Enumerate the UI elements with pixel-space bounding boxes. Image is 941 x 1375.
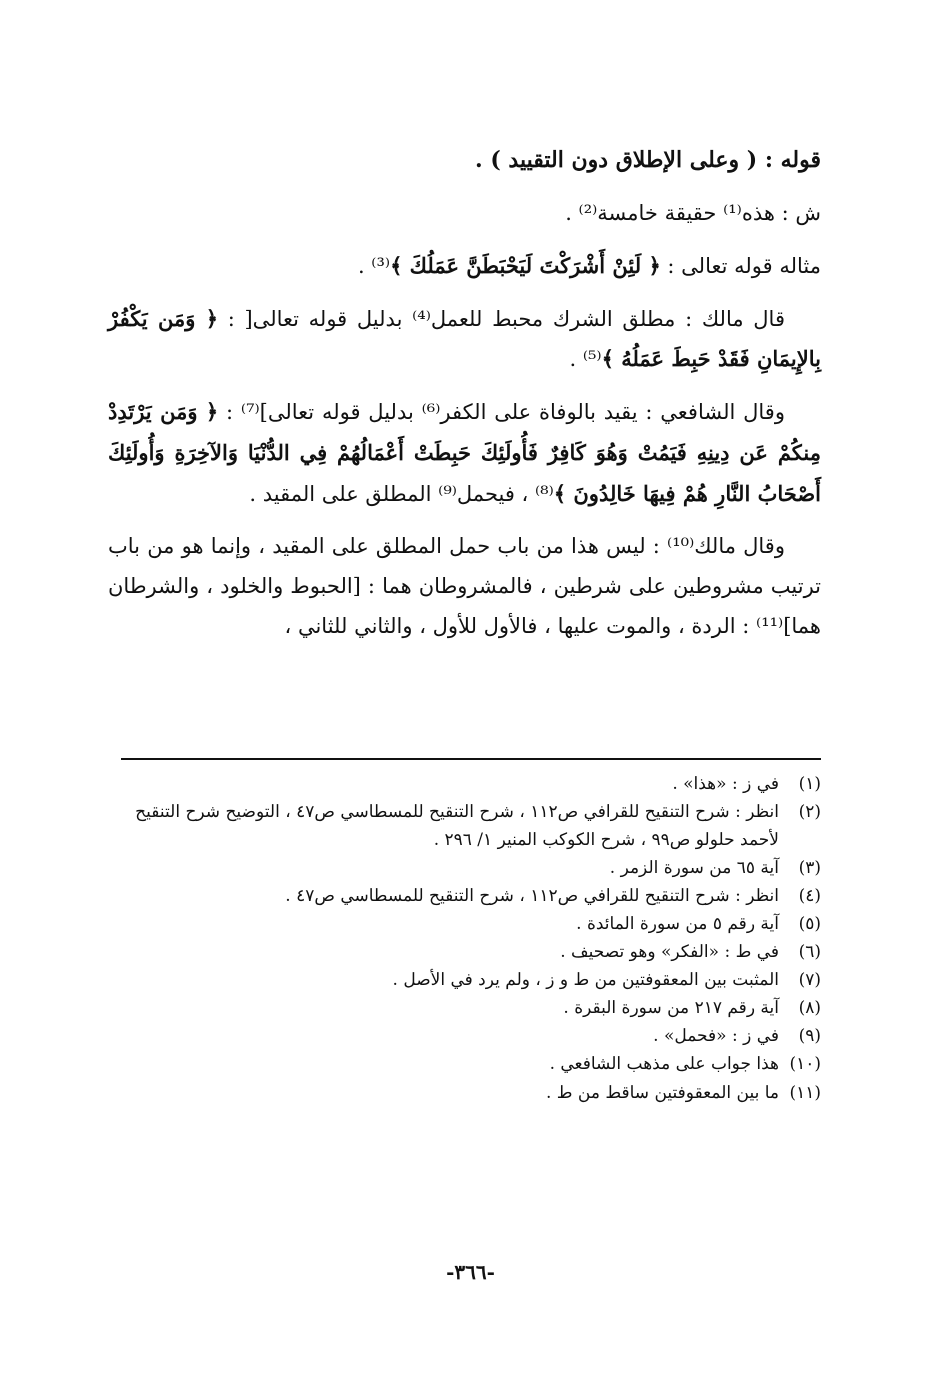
quran-verse-1: ﴿ لَئِنْ أَشْرَكْتَ لَيَحْبَطَنَّ عَمَلُكَ ﴾ bbox=[390, 252, 661, 278]
paragraph-3-text: قال مالك : مطلق الشرك محبط للعمل⁽⁴⁾ بدليل قوله تعالى[ : bbox=[218, 306, 785, 331]
footnote-number: (٥) bbox=[798, 914, 821, 935]
footnote-number: (١١) bbox=[789, 1082, 821, 1103]
paragraph-3 bbox=[108, 299, 821, 381]
footnote-item bbox=[108, 1079, 821, 1107]
paragraph-2-text: مثاله قوله تعالى : bbox=[660, 253, 821, 278]
footnote-text: هذا جواب على مذهب الشافعي . bbox=[549, 1054, 779, 1075]
footnote-item bbox=[108, 882, 821, 910]
quoted-heading: قوله : ( وعلى الإطلاق دون التقييد ) . bbox=[475, 147, 821, 173]
page-number: -٣٦٦- bbox=[446, 1260, 495, 1284]
footnotes-list bbox=[108, 770, 821, 1107]
paragraph-4 bbox=[108, 392, 821, 515]
footnote-item bbox=[108, 994, 821, 1022]
footnote-text: آية رقم ٢١٧ من سورة البقرة . bbox=[563, 998, 779, 1019]
footnote-item bbox=[108, 938, 821, 966]
footnote-number: (١٠) bbox=[789, 1054, 821, 1075]
paragraph-5: وقال مالك⁽¹⁰⁾ : ليس هذا من باب حمل المطلق على المقيد ، وإنما هو من باب ترتيب مشروطين على شرطين ، فالمشروطان هما : [الحبوط والخلود ، والشرطان هما]⁽¹¹⁾ : الردة ، والموت عليها ، فالأول للأول ، والثاني للثاني ، bbox=[108, 534, 821, 638]
footnote-number: (٧) bbox=[798, 970, 821, 991]
footnote-text: في ط : «الفكر» وهو تصحيف . bbox=[560, 942, 779, 963]
footnote-text: في ز : «فحمل» . bbox=[653, 1026, 779, 1047]
footnote-item bbox=[108, 770, 821, 798]
footnote-item bbox=[108, 910, 821, 938]
footnote-number: (١) bbox=[798, 774, 821, 794]
footnote-number: (٢) bbox=[798, 802, 821, 823]
footnote-number: (٣) bbox=[798, 858, 821, 879]
paragraph-4-text: وقال الشافعي : يقيد بالوفاة على الكفر⁽⁶⁾ بدليل قوله تعالى]⁽⁷⁾ : bbox=[218, 400, 785, 425]
footnote-number: (٩) bbox=[798, 1026, 821, 1047]
footnote-text: آية ٦٥ من سورة الزمر . bbox=[609, 858, 779, 879]
paragraph-2-end: ⁽³⁾ . bbox=[357, 253, 391, 278]
main-text-block bbox=[108, 140, 821, 659]
footnote-item bbox=[108, 798, 821, 854]
quran-verse-3: ﴿ وَمَن يَرْتَدِدْ مِنكُمْ عَن دِينِهِ فَيَمُتْ وَهُوَ كَافِرٌ فَأُولَئِكَ حَبِطَتْ أَعْمَالُهُمْ فِي الدُّنْيَا وَالآخِرَةِ وَأُولَئِكَ أَصْحَابُ النَّارِ هُمْ فِيهَا خَالِدُونَ ﴾ bbox=[108, 399, 821, 507]
paragraph-1: ش : هذه⁽¹⁾ حقيقة خامسة⁽²⁾ . bbox=[565, 200, 821, 225]
footnote-text: في ز : «هذا» . bbox=[672, 774, 779, 794]
footnote-text: المثبت بين المعقوفتين من ط و ز ، ولم يرد في الأصل . bbox=[392, 970, 779, 991]
paragraph-3-end: ⁽⁵⁾ . bbox=[569, 347, 602, 372]
footnote-item bbox=[108, 1022, 821, 1050]
footnote-text: ما بين المعقوفتين ساقط من ط . bbox=[545, 1082, 779, 1103]
footnote-number: (٦) bbox=[798, 942, 821, 963]
footnote-item bbox=[108, 1050, 821, 1078]
footnote-text: انظر : شرح التنقيح للقرافي ص١١٢ ، شرح التنقيح للمسطاسي ص٤٧ . bbox=[285, 886, 779, 907]
footnote-text: انظر : شرح التنقيح للقرافي ص١١٢ ، شرح التنقيح للمسطاسي ص٤٧ ، التوضيح شرح التنقيح لأحمد حلولو ص٩٩ ، شرح الكوكب المنير ١/ ٢٩٦ . bbox=[135, 802, 779, 851]
paragraph-4-end: ⁽⁸⁾ ، فيحمل⁽⁹⁾ المطلق على المقيد . bbox=[249, 482, 554, 507]
footnote-text: آية رقم ٥ من سورة المائدة . bbox=[576, 914, 779, 935]
footnote-number: (٨) bbox=[798, 998, 821, 1019]
paragraph-2 bbox=[108, 246, 821, 287]
quran-verse-2: ﴿ وَمَن يَكْفُرْ بِالإِيمَانِ فَقَدْ حَبِطَ عَمَلُهُ ﴾ bbox=[108, 305, 821, 372]
footnote-item bbox=[108, 854, 821, 882]
footnote-separator bbox=[121, 758, 821, 760]
footnote-item bbox=[108, 966, 821, 994]
footnote-number: (٤) bbox=[798, 886, 821, 907]
